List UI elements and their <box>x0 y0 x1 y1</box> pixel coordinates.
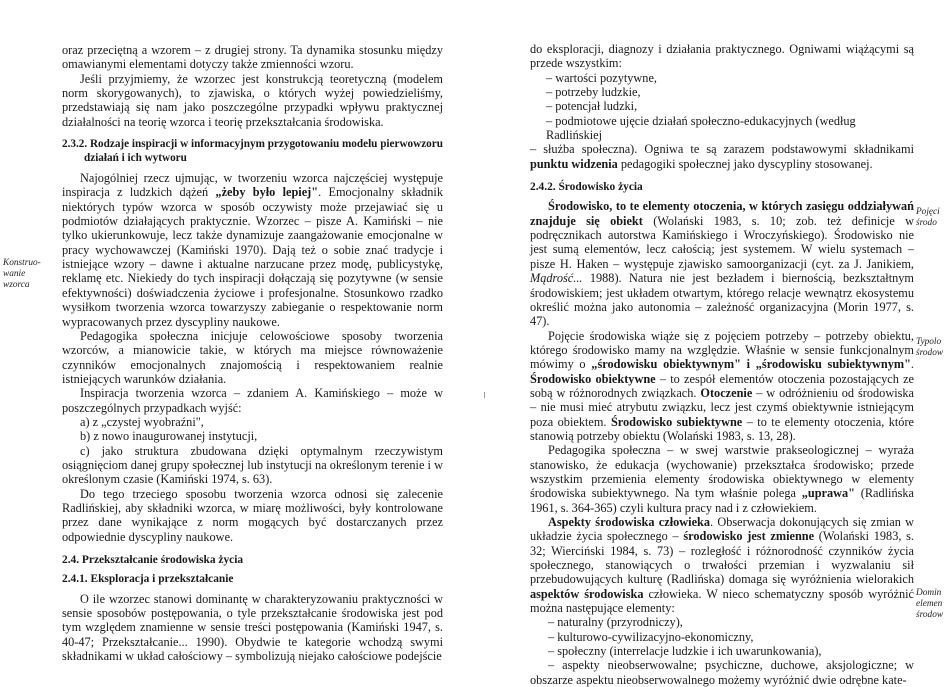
bold-term: „uprawa" <box>801 486 855 501</box>
list-item: c) jako struktura zbudowana dzięki optymalnym rzeczywistym osiągnięciom danej grupy społecznej lub instytucji na określonym terenie i w określonym czasie (Kamiński 1974, s. 63). <box>62 443 443 487</box>
margin-note-typologia: Typolo środow <box>916 337 944 358</box>
text-run: – to te elementy otoczenia, które stanowią potrzeby obiektu (Wolański 1983, s. 13, 28). <box>530 414 915 443</box>
text-run: Pojęcie środowiska wiąże się z pojęciem potrzeby – potrzeby obiektu, którego środowisko mamy na względzie. Właśnie w sensie funkcjonalnym mówimy o <box>530 328 914 372</box>
text-run: (Radlińska 1961, s. 364-365) czyli kultura pracy nad i z człowiekiem. <box>530 486 915 515</box>
bold-term: Aspekty środowiska człowieka <box>548 515 711 529</box>
list-item: – podmiotowe ujęcie działań społeczno-edukacyjnych (według Radlińskiej <box>546 113 856 143</box>
bold-term: punktu widzenia <box>530 156 618 171</box>
text-run: 1988). Natura nie jest bezładem i biernością, bezkształtnym środowiskiem; jest układem otwartym, którego relacje wewnątrz ekosystemu określić można jako autonomia – zależność organizacyjna (Morin 1977, s. 47). <box>530 271 914 329</box>
bold-quote: „żeby było lepiej" <box>215 185 319 200</box>
text-run: – to zespół elementów otoczenia pozostających ze sobą w różnorodnych związkach. <box>530 371 914 400</box>
paragraph <box>62 171 443 329</box>
list-item: b) z nowo inaugurowanej instytucji, <box>80 429 258 444</box>
linking-elements-list <box>530 71 914 143</box>
bold-term: Środowisko subiektywne <box>610 414 743 429</box>
section-heading-2-4-2: 2.4.2. Środowisko życia <box>530 181 643 194</box>
paragraph: do eksploracji, diagnozy i działania praktycznego. Ogniwami wiążącymi są przede wszystkim: <box>530 42 914 71</box>
paragraph <box>530 515 914 615</box>
inspiration-list <box>62 415 443 487</box>
paragraph <box>530 329 914 444</box>
right-page <box>478 0 947 687</box>
list-item: – kulturowo-cywilizacyjno-ekonomiczny, <box>548 629 754 644</box>
italic-title: Mądrość... <box>530 271 583 286</box>
margin-note-dominanty: Domin elemen środow <box>916 588 944 620</box>
bold-term: „środowisku obiektywnym" i „środowisku subiektywnym" <box>591 357 911 372</box>
text-run: . <box>910 357 914 372</box>
list-item: – wartości pozytywne, <box>546 70 657 85</box>
paragraph <box>530 142 914 171</box>
text-run: (Wolański 1983, s. 10; zob. też definicje w podręcznikach autorstwa Kamińskiego i Wroczyńskiego). Środowisko nie jest sumą elementów, lecz całością; jest systemem. W wielu systemach – pisze H. Haken – występuje zjawisko samoorganizacji (cyt. za J. Janikiem, <box>530 213 914 271</box>
text-run: . Obserwacja dokonujących się zmian w układzie życia społecznego – <box>530 515 914 544</box>
margin-note-konstruowanie: Konstruo- wanie wzorca <box>3 258 41 290</box>
section-heading-2-4: 2.4. Przekształcanie środowiska życia <box>62 554 244 566</box>
text-run: Pedagogika społeczna – w swej warstwie prakseologicznej – wyraża stanowisko, że edukacja (wychowanie) przekształca środowisko; przede wszystkim przemienia elementy środowiska obiektywnego w elementy środowiska subiektywnego. Na tym właśnie polega <box>530 443 914 501</box>
paragraph <box>530 443 914 515</box>
heading-line: 2.3.2. Rodzaje inspiracji w informacyjnym przygotowaniu modelu pierwowzoru <box>62 138 443 151</box>
paragraph: Do tego trzeciego sposobu tworzenia wzorca odnosi się zalecenie Radlińskiej, aby składniki wzorca, w miarę możliwości, były kontrolowane przez dane wynikające z norm mogących być dostarczanych przez odpowiednie dyscypliny naukowe. <box>62 486 443 544</box>
text-run: – w odróżnieniu od środowiska – nie musi mieć atrybutu związku, lecz jest czymś obiektywnie istniejącym poza obiektem. <box>530 385 915 429</box>
left-page <box>0 0 470 670</box>
list-item: – potrzeby ludzkie, <box>546 85 641 100</box>
section-heading-2-4-1: 2.4.1. Eksploracja i przekształcanie <box>62 573 234 586</box>
list-item: – społeczny (interrelacje ludzkie i ich uwarunkowania), <box>548 644 822 659</box>
list-item: a) z „czystej wyobraźni", <box>80 414 204 429</box>
paragraph: O ile wzorzec stanowi dominantę w charakteryzowaniu praktyczności w sensie sposobów postępowania, o tyle przekształcanie środowiska jest pod tym względem znamienne w sensie treści postępowania (Kamiński 1947, s. 40-47; Przekształcanie... 1990). Obydwie te kategorie wchodzą swymi składnikami w układ całościowy – symbolizują niejako całościowe podejście <box>62 591 443 664</box>
heading-line: działań i ich wytworu <box>84 152 187 165</box>
bold-definition: Środowisko, to te elementy otoczenia, w których zasięgu oddziaływań znajduje się obiekt <box>530 199 914 228</box>
paragraph: – aspekty nieobserwowalne; psychiczne, duchowe, aksjologiczne; w obszarze aspektu nieobserwowalnego możemy wyróżnić dwie odrębne kate- <box>530 658 914 687</box>
list-item: – naturalny (przyrodniczy), <box>548 615 683 630</box>
text-run: Najogólniej rzecz ujmując, w tworzeniu wzorca najczęściej występuje inspiracja z ludzkich dążeń <box>62 171 443 200</box>
right-text-column <box>530 42 914 687</box>
paragraph: Inspiracja tworzenia wzorca – zdaniem A. Kamińskiego – może w poszczególnych przypadkach wyjść: <box>62 386 443 415</box>
bold-term: Otoczenie <box>700 385 753 400</box>
text-run: człowieka. W nieco schematyczny sposób wyróżnić można następujące elementy: <box>530 586 914 616</box>
bold-term: Środowisko obiektywne <box>530 371 656 386</box>
bold-term: środowisko jest zmienne <box>683 529 815 544</box>
text-run: . Emocjonalny składnik niektórych typów wzorca w sposób oczywisty może przejawiać się u podmiotów działających praktycznie. Wzorzec – pisze A. Kamiński – nie tylko ukierunkowuje, lecz także dynamizuje zaangażowanie emocjonalne w pracy wychowawczej (Kamiński 1970). Dają też o sobie znać tradycje i istniejące wzory – dawne i aktualne narzucane przez modę, publicystykę, reklamę etc. Niekiedy do tych inspiracji dołączają się pozytywne (w sensie efektywności) doświadczenia życiowe i profesjonalne. Stosunkowo rzadko wysiłkom tworzenia wzorca towarzyszy zabieganie o respektowanie norm wypracowanych przez dyscypliny naukowe. <box>62 185 443 329</box>
paragraph: Pedagogika społeczna inicjuje celowościowe sposoby tworzenia wzorców, a mianowicie takie, w których ma miejsce równoważenie czynników emocjonalnych znajomością i respektowaniem realnie istniejących warunków działania. <box>62 328 443 386</box>
text-run: – służba społeczna). Ogniwa te są zarazem podstawowymi składnikami <box>530 142 914 157</box>
margin-note-pojecie: Pojęci środo <box>916 207 940 228</box>
left-text-column <box>62 43 443 663</box>
text-run: pedagogiki społecznej jako dyscypliny stosowanej. <box>617 156 873 171</box>
paragraph: Jeśli przyjmiemy, że wzorzec jest konstrukcją teoretyczną (modelem norm skorygowanych), to zjawiska, o których wyżej powiedzieliśmy, przedstawiają się nam jako poszczególne przypadki wpływu praktycznej działalności na teorię wzorca i teorię przekształcania środowiska. <box>62 71 443 129</box>
section-heading-2-3-2 <box>62 137 443 165</box>
text-run: (Wolański 1983, s. 32; Wierciński 1984, s. 73) – rozległość i różnorodność czynników życia społecznego, stanowiących o trwałości przemian i wyzwalaniu sił przebudowujących kulturę (Radlińska) domaga się wyróżnienia wielorakich <box>530 529 914 587</box>
environment-aspects-list <box>530 615 914 658</box>
paragraph <box>530 199 914 328</box>
paragraph: oraz przeciętną a wzorem – z drugiej strony. Ta dynamika stosunku między omawianymi elementami dotyczy także zmienności wzoru. <box>62 43 443 72</box>
list-item: – potencjał ludzki, <box>546 99 638 114</box>
bold-term: aspektów środowiska <box>530 586 644 601</box>
